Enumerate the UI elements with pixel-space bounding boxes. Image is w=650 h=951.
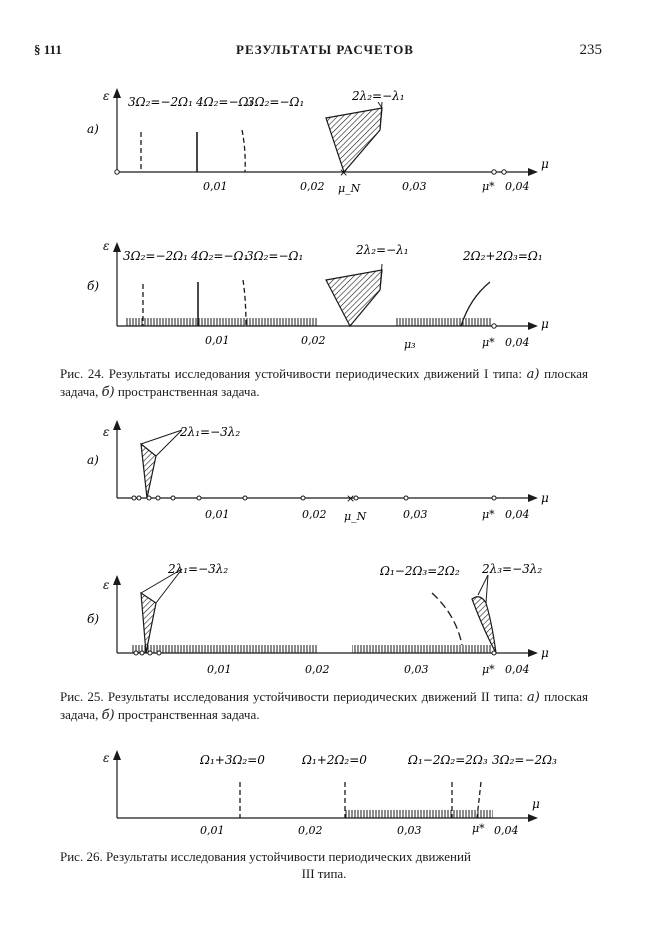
y-axis-arrow [113, 242, 121, 252]
x-axis-arrow [528, 494, 538, 502]
tick-label: 0,04 [505, 180, 530, 193]
resonance-label: 2λ₁=−3λ₂ [168, 562, 229, 576]
tick-label: μ* [482, 663, 495, 676]
tick-label: μ* [482, 336, 495, 349]
tick-label: 0,01 [205, 508, 230, 521]
axis-point [140, 651, 144, 655]
y-axis-arrow [113, 88, 121, 98]
caption-prefix: Рис. 24. [60, 366, 105, 381]
fig25-panel-b [0, 553, 650, 683]
page-number: 235 [579, 42, 602, 58]
tick-label: 0,03 [404, 663, 429, 676]
resonance-label: 2λ₁=−3λ₂ [180, 425, 241, 439]
instability-region [141, 593, 156, 653]
x-axis-label: μ [541, 157, 549, 171]
unstable-band [125, 318, 317, 326]
unstable-band [345, 810, 493, 818]
y-axis-arrow [113, 750, 121, 760]
mu-star-point [492, 651, 496, 655]
caption-text: Результаты исследования устойчивости периодических движений [105, 849, 471, 864]
caption-text: пространственная задача. [117, 707, 260, 722]
resonance-line [242, 130, 245, 172]
axis-point [156, 496, 160, 500]
instability-region [472, 597, 496, 653]
leader-line [141, 569, 182, 593]
tick-label: 0,01 [203, 180, 228, 193]
x-axis-arrow [528, 322, 538, 330]
axis-point [134, 651, 138, 655]
resonance-label: 2Ω₂+2Ω₃=Ω₁ [463, 249, 543, 263]
caption-marker: б) [101, 385, 115, 400]
y-axis-label: ε [103, 425, 110, 439]
tick-label: 0,03 [403, 508, 428, 521]
mu-star-point [492, 324, 496, 328]
axis-point [243, 496, 247, 500]
tick-label: 0,03 [402, 180, 427, 193]
resonance-curve [432, 593, 462, 645]
fig25-panel-a [0, 412, 650, 532]
resonance-label: 3Ω₂=−2Ω₁ [128, 95, 193, 109]
tick-label: 0,02 [301, 334, 326, 347]
axis-point [171, 496, 175, 500]
instability-region [326, 270, 382, 326]
x-axis-arrow [528, 649, 538, 657]
section-number: § 111 [34, 42, 62, 57]
x-axis-label: μ [541, 317, 549, 331]
resonance-label: Ω₁+3Ω₂=0 [200, 753, 265, 767]
resonance-label: 4Ω₂=−Ω₁ [196, 95, 254, 109]
fig24-panel-b [0, 228, 650, 358]
unstable-band [396, 318, 491, 326]
x-axis-arrow [528, 814, 538, 822]
tick-label: μ* [482, 180, 495, 193]
mu-n-marker: × [346, 492, 356, 505]
axis-point [137, 496, 141, 500]
axis-point [147, 496, 151, 500]
tick-label: 0,01 [205, 334, 230, 347]
caption-text: плоская задача, [60, 366, 588, 399]
resonance-label: Ω₁−2Ω₂=2Ω₃ [408, 753, 488, 767]
caption-text: плоская задача, [60, 689, 588, 722]
mu-n-marker: × [339, 166, 349, 179]
tick-label: 0,02 [305, 663, 330, 676]
caption-text: пространственная задача. [117, 384, 260, 399]
caption-marker: а) [526, 367, 540, 382]
fig24-panel-a [0, 80, 650, 200]
fig26-panel [0, 738, 650, 838]
axis-point [301, 496, 305, 500]
panel-label: а) [87, 122, 99, 136]
panel-label: б) [87, 612, 100, 626]
tick-label: μ₃ [404, 338, 416, 351]
tick-label: 0,03 [397, 824, 422, 837]
panel-label: а) [87, 453, 99, 467]
caption-prefix: Рис. 26. [60, 849, 103, 864]
caption-text: Результаты исследования устойчивости периодических движений II типа: [107, 689, 523, 704]
tick-label: μ_N [338, 182, 361, 195]
y-axis-label: ε [103, 751, 110, 765]
axis-point [404, 496, 408, 500]
axis-point [197, 496, 201, 500]
axis-point [502, 170, 506, 174]
tick-label: 0,02 [300, 180, 325, 193]
resonance-label: 2λ₂=−λ₁ [352, 89, 405, 103]
resonance-label: 3Ω₂=−2Ω₁ [123, 249, 188, 263]
figure-caption [60, 688, 588, 724]
mu-star-point [492, 496, 496, 500]
x-axis-label: μ [541, 491, 549, 505]
tick-label: 0,02 [302, 508, 327, 521]
tick-label: 0,01 [200, 824, 225, 837]
instability-region [326, 108, 382, 172]
resonance-label: 2λ₂=−λ₁ [356, 243, 409, 257]
tick-label: 0,02 [298, 824, 323, 837]
instability-region [141, 444, 156, 498]
tick-label: 0,01 [207, 663, 232, 676]
caption-text: III типа. [301, 866, 347, 881]
tick-label: 0,04 [505, 663, 530, 676]
tick-label: 0,04 [505, 336, 530, 349]
tick-label: 0,04 [494, 824, 519, 837]
resonance-label: 3Ω₂=−Ω₁ [247, 95, 305, 109]
resonance-label: 3Ω₂=−2Ω₃ [492, 753, 557, 767]
caption-text: Результаты исследования устойчивости периодических движений I типа: [108, 366, 522, 381]
caption-prefix: Рис. 25. [60, 689, 104, 704]
mu-star-point [492, 170, 496, 174]
axis-point [148, 651, 152, 655]
resonance-label: Ω₁−2Ω₃=2Ω₂ [380, 564, 460, 578]
y-axis-label: ε [103, 89, 110, 103]
axis-point [157, 651, 161, 655]
tick-label: 0,04 [505, 508, 530, 521]
resonance-label: 4Ω₂=−Ω₁ [191, 249, 249, 263]
tick-label: μ* [472, 822, 485, 835]
x-axis-arrow [528, 168, 538, 176]
leader-line [156, 430, 182, 456]
leader-line [141, 430, 182, 444]
y-axis-arrow [113, 420, 121, 430]
origin-point [115, 170, 119, 174]
running-title: РЕЗУЛЬТАТЫ РАСЧЕТОВ [236, 42, 414, 57]
resonance-label: Ω₁+2Ω₂=0 [302, 753, 367, 767]
panel-label: б) [87, 279, 100, 293]
y-axis-label: ε [103, 239, 110, 253]
resonance-label: 3Ω₂=−Ω₁ [246, 249, 304, 263]
x-axis-label: μ [532, 797, 540, 811]
y-axis-label: ε [103, 578, 110, 592]
caption-marker: б) [101, 708, 115, 723]
tick-label: μ* [482, 508, 495, 521]
y-axis-arrow [113, 575, 121, 585]
axis-point [132, 496, 136, 500]
figure-caption [60, 365, 588, 401]
figure-caption [60, 848, 588, 882]
tick-label: μ_N [344, 510, 367, 523]
caption-marker: а) [527, 690, 540, 705]
x-axis-label: μ [541, 646, 549, 660]
unstable-band [352, 645, 492, 653]
resonance-label: 2λ₃=−3λ₂ [482, 562, 543, 576]
